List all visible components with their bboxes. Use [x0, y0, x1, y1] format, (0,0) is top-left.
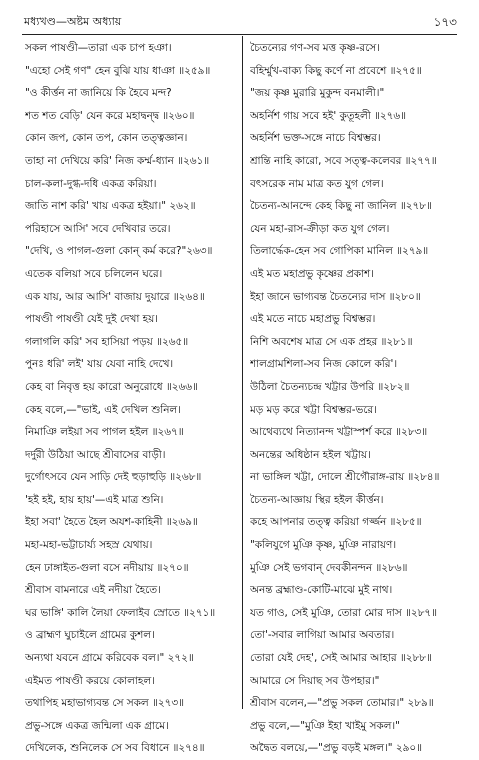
verse-line: অহর্নিশ ভক্ত-সঙ্গে নাচে বিশ্বম্ভর। [250, 132, 381, 145]
verse-line: না ভাঙ্গিল খট্টা, দোলে শ্রীগৌরাঙ্গ-রায় ॥২৮৪॥ [250, 471, 440, 484]
verse-line: মুঞি সেই ভগবান্ দেবকীনন্দন ॥২৮৬॥ [250, 561, 408, 574]
verse-line: অনন্ত ব্রহ্মাণ্ড-কোটি-মাঝে মুই নাথ। [250, 584, 393, 597]
verse-line: এই মত মহাপ্রভু কৃষ্ণের প্রকাশ। [250, 267, 374, 280]
verse-line: বহির্ম্মুখ-বাক্য কিছু কর্ণে না প্রবেশে ॥২৭৫॥ [250, 64, 422, 77]
verse-line: পাষণ্ডী পাষণ্ডী যেই দুই দেখা হয়। [25, 313, 158, 326]
verse-line: ইহা জানে ভাগ্যবন্ত চৈতন্যের দাস ॥২৮০॥ [250, 290, 421, 303]
verse-line: গলাগলি করি' সব হাসিয়া পড়য় ॥২৬৫॥ [25, 335, 189, 348]
verse-line: মহা-মহা-ভট্টাচার্য্য সহস্র যেথায়। [25, 539, 153, 552]
verse-line: তিলার্দ্ধেক-হেন সব গোপিকা মানিল ॥২৭৯॥ [250, 245, 429, 258]
verse-line: অহর্নিশ গায় সবে হই' কুতূহলী ॥২৭৬॥ [250, 109, 407, 122]
verse-line: জাতি নাশ করি' খায় একত্র হইয়া।" ২৬২॥ [25, 200, 196, 213]
verse-line: শ্রীবাস বলেন,—"প্রভু সকল তোমার।" ২৮৯॥ [250, 697, 434, 710]
verse-line: ও ব্রাহ্মণ ঘুচাইলে গ্রামের কুশল। [25, 629, 155, 642]
verse-line: দুর্গোৎসবে যেন সাড়ি দেই হুড়াহুড়ি ॥২৬৮॥ [25, 471, 202, 484]
verse-line: আথেব্যথে নিত্যানন্দ খট্টাস্পর্শ করে ॥২৮৩॥ [250, 426, 428, 439]
verse-line: চাল-কলা-দুগ্ধ-দধি একত্র করিয়া। [25, 177, 157, 190]
verse-line: বৎসরেক নাম মাত্র কত যুগ গেল। [250, 177, 384, 190]
verse-line: "এহো সেই গণ" হেন বুঝি যায় ধাঞা ॥২৫৯॥ [25, 64, 211, 77]
verse-line: কোন জপ, কোন তপ, কোন তত্ত্বজ্ঞান। [25, 132, 188, 145]
chapter-title: মধ্যখণ্ড—অষ্টম অধ্যায় [24, 15, 122, 28]
verse-line: শালগ্রামশিলা-সব নিজ কোলে করি'। [250, 358, 398, 371]
verse-line: চৈতন্যের গণ-সব মত্ত কৃষ্ণ-রসে। [250, 42, 380, 54]
verse-line: নিমাঞি লইয়া সব পাগল হইল ॥২৬৭॥ [25, 426, 184, 439]
verse-line: শত শত বেড়ি' যেন করে মহাদ্বন্দ্ব ॥২৬০॥ [25, 109, 195, 122]
verse-line: তোরা যেই দেহ', সেই আমার আহার ॥২৮৮॥ [250, 652, 432, 665]
verse-line: "কলিযুগে মুঞি কৃষ্ণ, মুঞি নারায়ণ। [250, 539, 397, 552]
right-column [250, 37, 458, 760]
verse-line: এতেক বলিয়া সবে চলিলেন ঘরে। [25, 267, 163, 280]
verse-line: পুনঃ ধরি' লই' যায় যেবা নাহি দেখে। [25, 358, 174, 371]
verse-line: ইহা সবা' হৈতে হৈল অযশ-কাহিনী ॥২৬৯॥ [25, 516, 198, 529]
verse-line: তথাপিহ মহাভাগ্যবন্ত সে সকল ॥২৭৩॥ [25, 697, 184, 710]
running-header [24, 11, 457, 33]
verse-line: অদ্বৈত বলয়ে,—"প্রভু বড়ই মঙ্গল।" ২৯০॥ [250, 742, 422, 755]
verse-line: "ও কীর্ত্তন না জানিয়ে কি হৈবে মন্দ? [25, 87, 172, 100]
verse-line: নিশি অবশেষ মাত্র সে এক প্রহর ॥২৮১॥ [250, 335, 413, 348]
verse-line: এইমত পাষণ্ডী করয়ে কোলাহল। [25, 674, 155, 687]
verse-line: কেহ বলে,—"ভাই, এই দেখিল শুনিল। [25, 403, 181, 416]
verse-line: যত গাও, সেই মুঞি, তোরা মোর দাস ॥২৮৭॥ [250, 606, 437, 619]
verse-line: ঘর ভাঙ্গি' কালি লৈয়া ফেলাইব স্রোতে ॥২৭১॥ [25, 606, 216, 619]
verse-line: তাহা না দেখিয়ে করি' নিজ কর্ম্ম-ধ্যান ॥২৬১॥ [25, 154, 210, 167]
verse-line: দেখিলেক, শুনিলেক সে সব বিধানে ॥২৭৪॥ [25, 742, 205, 755]
verse-line: শ্রীবাস বামনারে এই নদীয়া হৈতে। [25, 584, 161, 597]
verse-line: হেন ঢাঙ্গাইত-গুলা বসে নদীয়ায় ॥২৭০॥ [25, 561, 189, 574]
verse-line: কহে আপনার তত্ত্ব করিয়া গর্জ্জন ॥২৮৫॥ [250, 516, 422, 529]
column-divider [242, 36, 243, 709]
verse-line: প্রভু বলে,—"মুঞি ইহা খাইমু সকল।" [250, 719, 400, 732]
verse-line: কেহ বা নিবৃত্ত হয় কারো অনুরোধে ॥২৬৬॥ [25, 380, 198, 393]
verse-line: "দেখি, ও পাগল-গুলা কোন্ কর্ম করে?"২৬৩॥ [25, 245, 213, 258]
verse-line: আমারে সে দিয়াছ সব উপহার।" [250, 674, 380, 687]
verse-line: তো'-সবার লাগিয়া আমার অবতার। [250, 629, 395, 642]
verse-line: 'হই হই, হায় হায়'—এই মাত্র শুনি। [25, 493, 164, 506]
verse-line: এক যায়, আর আসি' বাজায় দুয়ারে ॥২৬৪॥ [25, 290, 205, 303]
header-rule [22, 34, 457, 35]
verse-line: মড় মড় করে খট্টা বিশ্বম্ভর-ভরে। [250, 403, 377, 416]
left-column [25, 37, 237, 760]
verse-line: চৈতন্য-আনন্দে কেহ কিছু না জানিল ॥২৭৮॥ [250, 200, 432, 213]
verse-line: অনন্তের অধিষ্ঠান হইল খট্টায়। [250, 448, 371, 461]
verse-line: প্রভু-সঙ্গে একত্র জন্মিলা এক গ্রামে। [25, 719, 169, 732]
verse-line: পরিহাসে আসি' সবে দেখিবার তরে। [25, 222, 171, 235]
verse-line: এই মতে নাচে মহাপ্রভু বিশ্বম্ভর। [250, 313, 376, 326]
page-number: ১৭৩ [433, 15, 457, 29]
verse-line: চৈতন্য-আজ্ঞায় স্থির হইল কীর্ত্তন। [250, 493, 384, 506]
verse-line: দর্দুরী উঠিয়া আছে শ্রীবাসের বাড়ী। [25, 448, 166, 461]
verse-line: "জয় কৃষ্ণ মুরারি মুকুন্দ বনমালী।" [250, 87, 385, 100]
verse-line: উঠিলা চৈতন্যচন্দ্র খট্টার উপরি ॥২৮২॥ [250, 380, 410, 393]
verse-line: শ্রান্তি নাহি কারো, সবে সত্ত্ব-কলেবর ॥২৭৭॥ [250, 154, 437, 167]
verse-line: অন্যথা যবনে গ্রামে করিবেক বল।" ২৭২॥ [25, 652, 194, 665]
verse-line: সকল পাষণ্ডী—তারা এক চাপ হঞা। [25, 42, 172, 54]
verse-line: যেন মহা-রাস-ক্রীড়া কত যুগ গেল। [250, 222, 390, 235]
